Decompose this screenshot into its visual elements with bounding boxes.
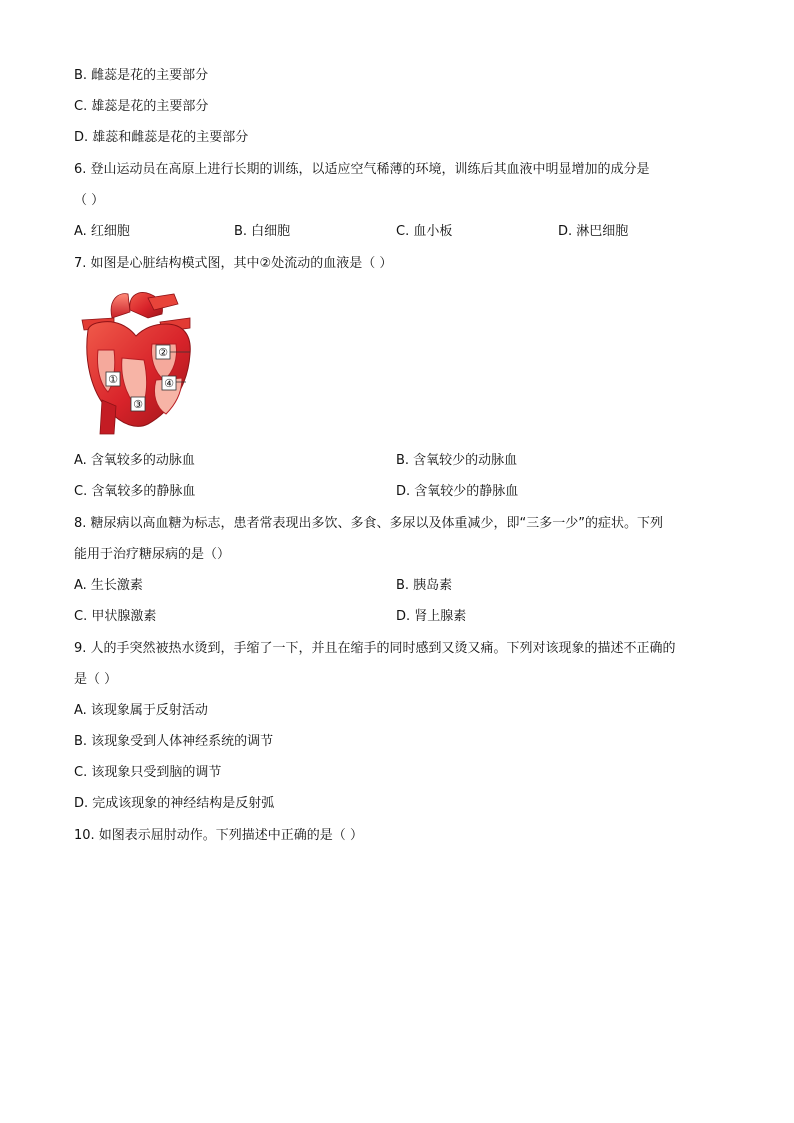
q9-stem-line1: 9. 人的手突然被热水烫到，手缩了一下，并且在缩手的同时感到又烫又痛。下列对该现象的描述不正确的 [74, 641, 676, 656]
q6-option-b: B. 白细胞 [234, 224, 291, 239]
figure-label-1: ① [108, 373, 118, 386]
q7-option-d: D. 含氧较少的静脉血 [396, 484, 519, 499]
q7-option-b: B. 含氧较少的动脉血 [396, 453, 518, 468]
q5-option-d: D. 雄蕊和雌蕊是花的主要部分 [74, 130, 249, 145]
q8-stem-line2: 能用于治疗糖尿病的是（） [74, 547, 231, 562]
q7-stem: 7. 如图是心脏结构模式图，其中②处流动的血液是（ ） [74, 256, 393, 271]
figure-label-4: ④ [164, 377, 174, 390]
q9-option-c: C. 该现象只受到脑的调节 [74, 765, 222, 780]
q8-option-b: B. 胰岛素 [396, 578, 453, 593]
q7-option-c: C. 含氧较多的静脉血 [74, 484, 196, 499]
q9-option-d: D. 完成该现象的神经结构是反射弧 [74, 796, 275, 811]
q9-stem-line2: 是（ ） [74, 672, 118, 687]
q9-option-a: A. 该现象属于反射活动 [74, 703, 208, 718]
q6-option-a: A. 红细胞 [74, 224, 130, 239]
q8-stem-line1: 8. 糖尿病以高血糖为标志，患者常表现出多饮、多食、多尿以及体重减少，即“三多一少”的症状。下列 [74, 516, 664, 531]
q8-option-a: A. 生长激素 [74, 578, 143, 593]
heart-structure-figure [78, 288, 196, 436]
q5-option-c: C. 雄蕊是花的主要部分 [74, 99, 209, 114]
q6-option-c: C. 血小板 [396, 224, 453, 239]
q6-blank: （ ） [74, 193, 105, 208]
q6-stem: 6. 登山运动员在高原上进行长期的训练，以适应空气稀薄的环境，训练后其血液中明显增加的成分是 [74, 162, 650, 177]
q7-option-a: A. 含氧较多的动脉血 [74, 453, 195, 468]
figure-label-3: ③ [133, 398, 143, 411]
q8-option-c: C. 甲状腺激素 [74, 609, 157, 624]
q10-stem: 10. 如图表示屈肘动作。下列描述中正确的是（ ） [74, 828, 363, 843]
q8-option-d: D. 肾上腺素 [396, 609, 467, 624]
figure-label-2: ② [158, 346, 168, 359]
q9-option-b: B. 该现象受到人体神经系统的调节 [74, 734, 274, 749]
q5-option-b: B. 雌蕊是花的主要部分 [74, 68, 209, 83]
q6-option-d: D. 淋巴细胞 [558, 224, 629, 239]
